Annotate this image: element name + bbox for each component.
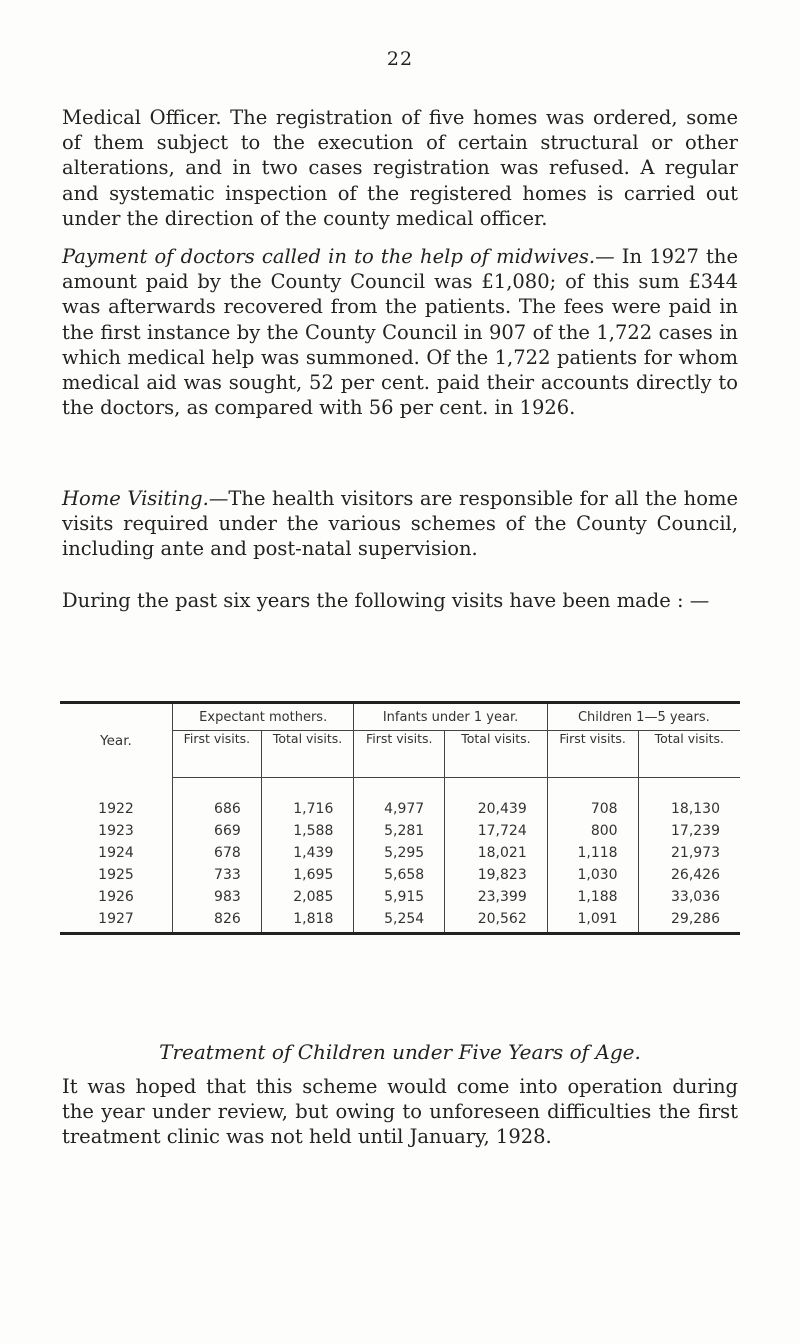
- cell-value: 18,021: [445, 842, 548, 864]
- table-row: [60, 778, 740, 821]
- cell-value: 826: [173, 908, 262, 934]
- cell-value: 1,188: [547, 886, 638, 908]
- subheader-first-visits: First visits.: [547, 731, 638, 778]
- cell-value: 5,658: [354, 864, 445, 886]
- paragraph-treatment: It was hoped that this scheme would come into operation during the year under review, but owing to unforeseen difficulties the first treatment clinic was not held until January, 1928.: [62, 1075, 738, 1149]
- cell-value: 20,439: [445, 778, 548, 821]
- cell-value: 1,716: [261, 778, 354, 821]
- group-header-infants: Infants under 1 year.: [354, 703, 547, 731]
- cell-value: 5,254: [354, 908, 445, 934]
- table-row: [60, 908, 740, 934]
- cell-value: 1,439: [261, 842, 354, 864]
- cell-value: 33,036: [671, 889, 720, 905]
- table-row: [60, 886, 740, 908]
- cell-value: 1,695: [261, 864, 354, 886]
- cell-value: 708: [547, 778, 638, 821]
- table-row: [60, 820, 740, 842]
- cell-year: 1926: [60, 886, 173, 908]
- home-visiting-body: —The health visitors are responsible for all the home visits required under the various schemes of the County Council, including ante and post-natal supervision.: [62, 487, 738, 561]
- table-row: [60, 842, 740, 864]
- cell-value: 733: [173, 864, 262, 886]
- section-heading-treatment: Treatment of Children under Five Years of Age.: [159, 1040, 641, 1064]
- cell-value: 1,588: [261, 820, 354, 842]
- visits-table: [60, 701, 740, 935]
- cell-value: 2,085: [261, 886, 354, 908]
- cell-value: 19,823: [445, 864, 548, 886]
- cell-value: 17,724: [445, 820, 548, 842]
- cell-year: 1923: [60, 820, 173, 842]
- cell-value: 1,818: [261, 908, 354, 934]
- cell-year: 1927: [60, 908, 173, 934]
- cell-value: 669: [173, 820, 262, 842]
- column-header-year: Year.: [60, 703, 173, 778]
- cell-value: 800: [547, 820, 638, 842]
- group-header-expectant-mothers: Expectant mothers.: [173, 703, 354, 731]
- cell-value: 678: [173, 842, 262, 864]
- cell-year: 1925: [60, 864, 173, 886]
- paragraph-payment: [62, 244, 738, 420]
- cell-value: 1,118: [547, 842, 638, 864]
- cell-value: 21,973: [671, 845, 720, 861]
- table-row: [60, 864, 740, 886]
- cell-value: 686: [173, 778, 262, 821]
- cell-value: 5,281: [354, 820, 445, 842]
- subheader-total-visits: Total visits.: [261, 731, 354, 778]
- group-header-children: Children 1—5 years.: [547, 703, 740, 731]
- cell-value: 4,977: [354, 778, 445, 821]
- page-number: 22: [386, 48, 414, 70]
- cell-value: 18,130: [671, 801, 720, 817]
- subheader-first-visits: First visits.: [173, 731, 262, 778]
- cell-value: 20,562: [445, 908, 548, 934]
- cell-value: 983: [173, 886, 262, 908]
- cell-value: 29,286: [671, 911, 720, 927]
- cell-value: 26,426: [671, 867, 720, 883]
- cell-value: 17,239: [671, 823, 720, 839]
- cell-year: 1924: [60, 842, 173, 864]
- cell-value: 1,091: [547, 908, 638, 934]
- cell-value: 5,915: [354, 886, 445, 908]
- payment-body: — In 1927 the amount paid by the County Council was £1,080; of this sum £344 was afterwards recovered from the patients. The fees were paid in the first instance by the County Council in 907 of the 1,722 cases in which medical help was summoned. Of the 1,722 patients for whom medical aid was sought, 52 per cent. paid their accounts directly to the doctors, as compared with 56 per cent. in 1926.: [62, 245, 738, 420]
- cell-value: 23,399: [445, 886, 548, 908]
- payment-heading: Payment of doctors called in to the help of midwives.: [62, 245, 596, 268]
- home-visiting-heading: Home Visiting.: [62, 487, 209, 510]
- paragraph-registration: Medical Officer. The registration of five homes was ordered, some of them subject to the execution of certain structural or other alterations, and in two cases registration was refused. A regular and systematic inspection of the registered homes is carried out under the direction of the county medical officer.: [62, 106, 738, 230]
- visits-table-container: [60, 701, 740, 935]
- subheader-total-visits: Total visits.: [638, 731, 740, 778]
- paragraph-visits-intro: During the past six years the following visits have been made : —: [62, 589, 710, 612]
- cell-value: 5,295: [354, 842, 445, 864]
- cell-value: 1,030: [547, 864, 638, 886]
- subheader-first-visits: First visits.: [354, 731, 445, 778]
- paragraph-home-visiting: [62, 486, 738, 562]
- subheader-total-visits: Total visits.: [445, 731, 548, 778]
- cell-year: 1922: [60, 778, 173, 821]
